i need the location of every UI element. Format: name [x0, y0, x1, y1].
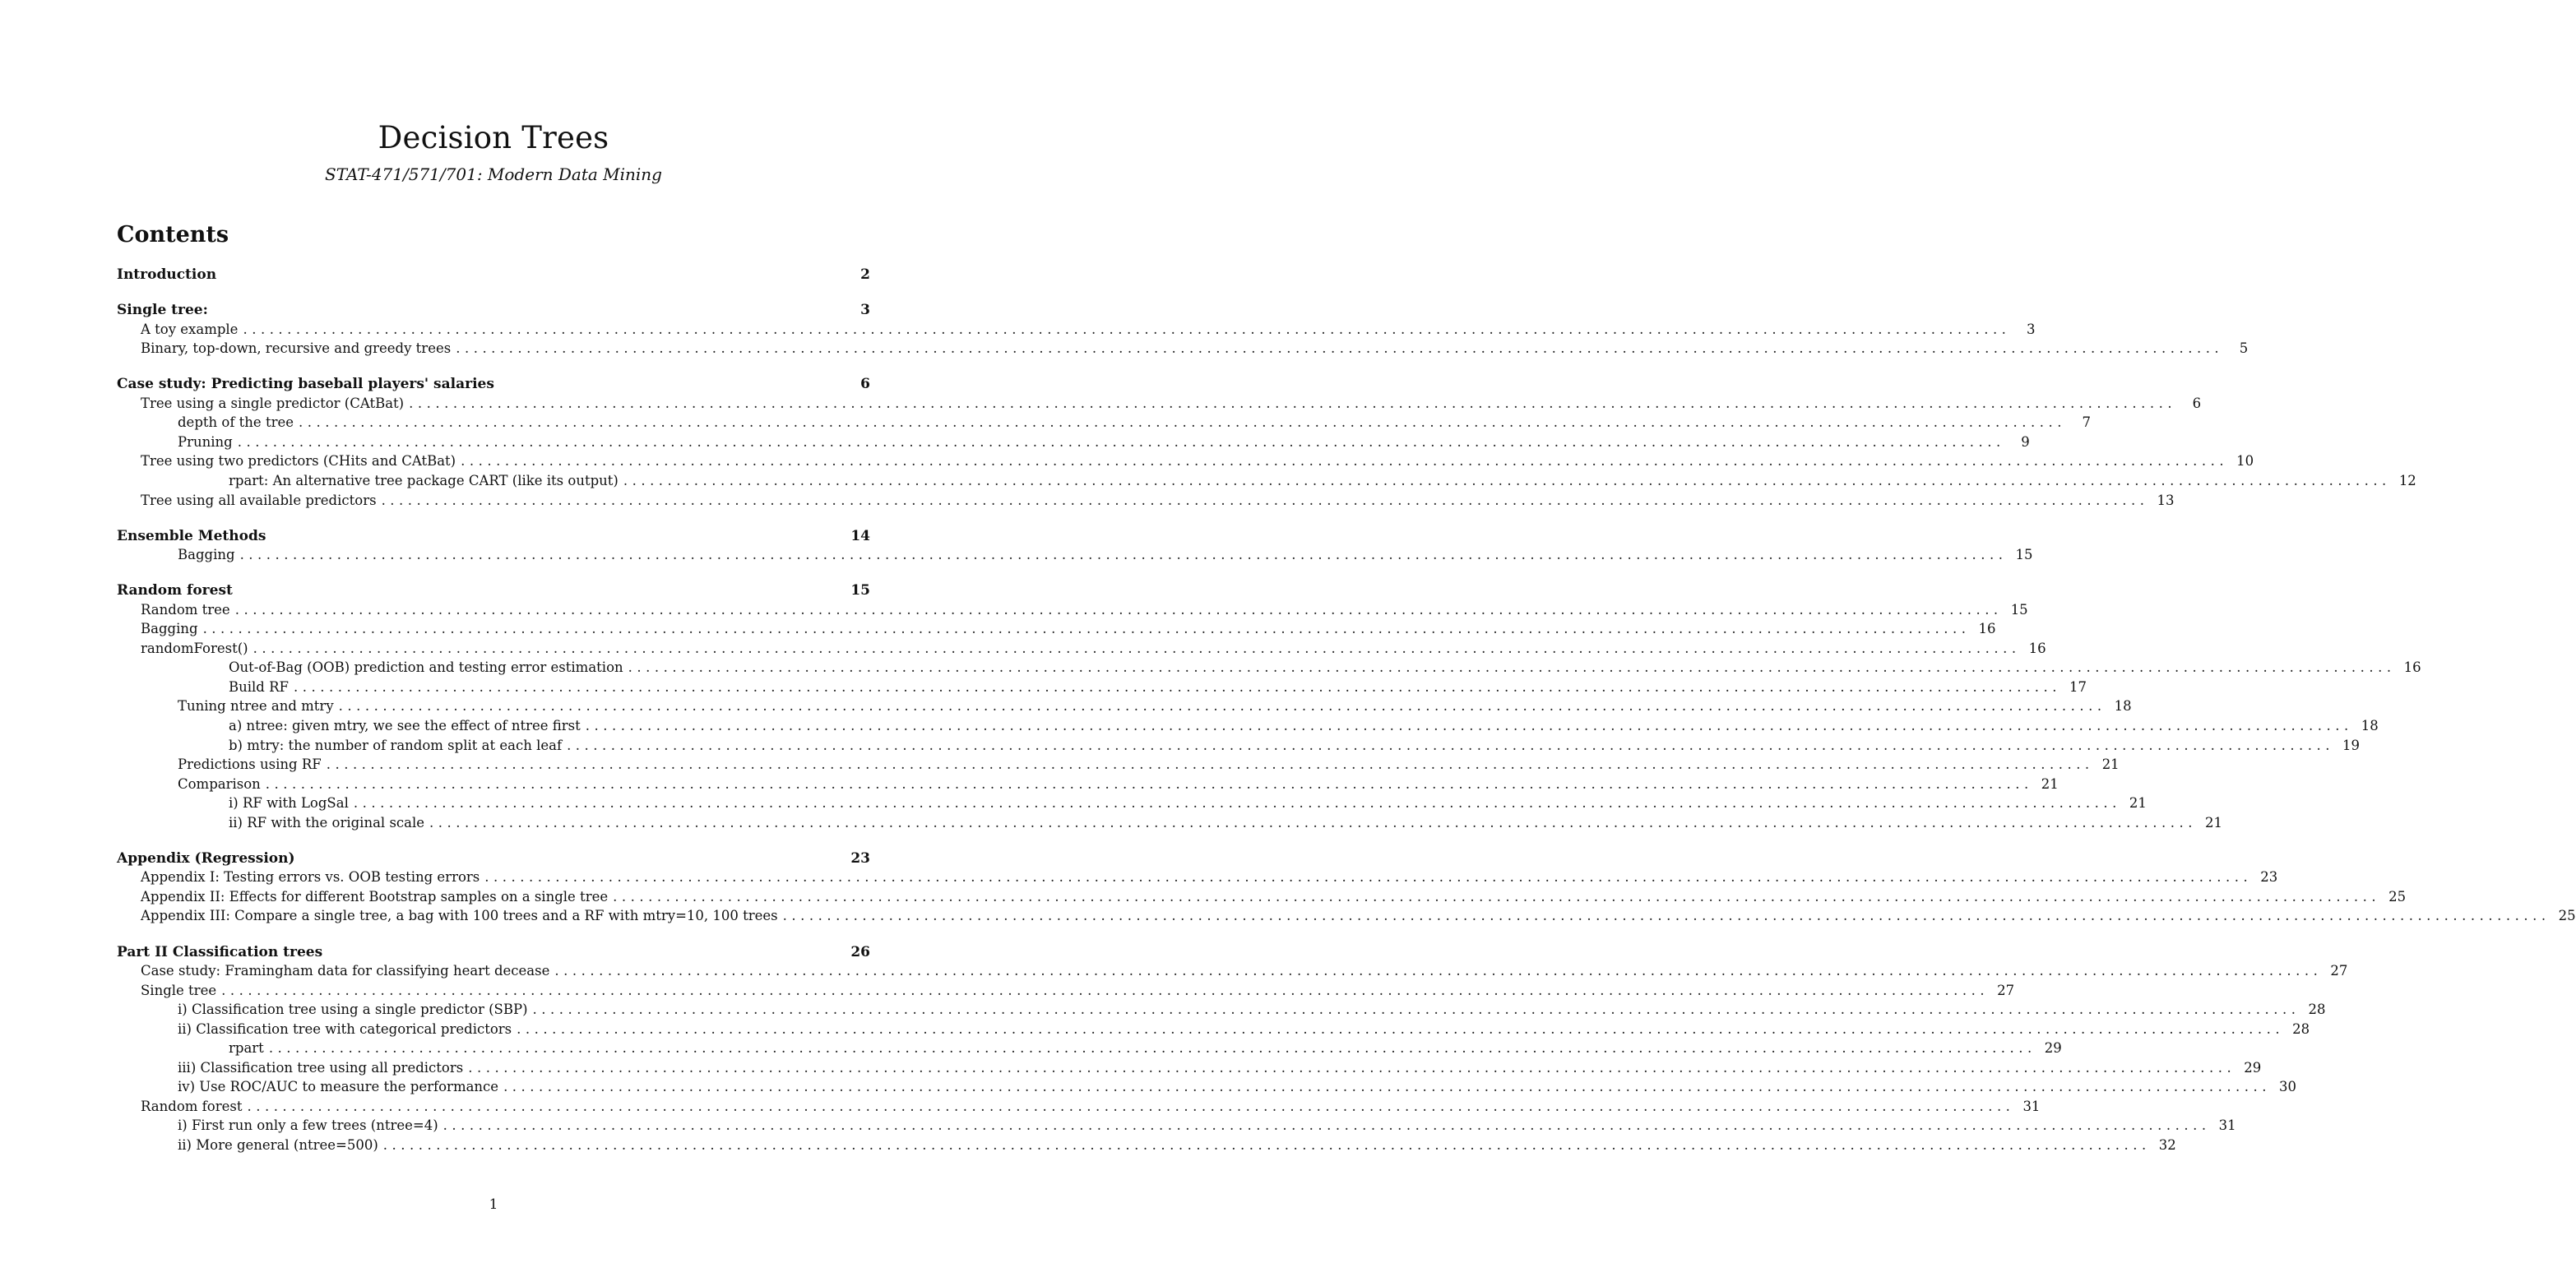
toc-entry-title: Bagging: [141, 621, 198, 637]
toc-entry[interactable]: [141, 491, 2175, 511]
toc-entry-page: 28: [2292, 1020, 2310, 1037]
toc-entry[interactable]: [141, 619, 1996, 639]
toc-leader-dots: ........................................................................................................................................................................................................: [243, 321, 2011, 337]
toc-entry-title: ii) RF with the original scale: [229, 814, 425, 831]
toc-section[interactable]: [117, 374, 870, 394]
toc-leader-dots: ........................................................................................................................................................................................................: [247, 1098, 2015, 1114]
toc-entry-title: Bagging: [178, 547, 235, 563]
toc-entry-title: Random forest: [117, 582, 233, 599]
toc-leader-dots: ........................................................................................................................................................................................................: [221, 982, 1990, 998]
toc-entry-title: Ensemble Methods: [117, 527, 266, 544]
toc-entry[interactable]: [229, 1039, 2062, 1058]
toc-entry-title: Introduction: [117, 266, 217, 283]
toc-entry-page: 30: [2279, 1079, 2297, 1095]
toc-entry-title: Single tree: [141, 982, 217, 998]
toc-entry-title: Tree using all available predictors: [141, 492, 377, 508]
toc-section[interactable]: [117, 849, 870, 868]
toc-leader-dots: ........................................................................................................................................................................................................: [468, 1059, 2236, 1076]
toc-entry-title: Appendix III: Compare a single tree, a bag with 100 trees and a RF with mtry=10, 100 trees: [141, 908, 778, 924]
toc-leader-dots: ........................................................................................................................................................................................................: [382, 1137, 2151, 1153]
toc-entry-title: Appendix II: Effects for different Bootstrap samples on a single tree: [141, 888, 609, 905]
toc-entry-title: Binary, top-down, recursive and greedy trees: [141, 340, 452, 357]
toc-entry[interactable]: [178, 696, 2132, 716]
toc-entry[interactable]: [178, 755, 2120, 775]
document-title: Decision Trees: [378, 120, 609, 155]
toc-leader-dots: ........................................................................................................................................................................................................: [484, 869, 2253, 886]
toc-entry[interactable]: [141, 451, 2254, 471]
page-number: 1: [489, 1196, 498, 1213]
toc-leader-dots: ........................................................................................................................................................................................................: [202, 621, 1971, 637]
toc-entry-page: 28: [2308, 1002, 2326, 1018]
toc-entry-page: 31: [2022, 1098, 2041, 1114]
toc-entry-page: 21: [2041, 775, 2059, 792]
toc-leader-dots: ........................................................................................................................................................................................................: [268, 1040, 2036, 1057]
toc-entry-title: Part II Classification trees: [117, 943, 323, 960]
toc-entry-title: Tuning ntree and mtry: [178, 698, 334, 715]
document-subtitle: STAT-471/571/701: Modern Data Mining: [325, 164, 662, 184]
toc-entry[interactable]: [178, 545, 2033, 565]
toc-leader-dots: ........................................................................................................................................................................................................: [532, 1002, 2300, 1018]
toc-entry[interactable]: [178, 1136, 2176, 1155]
toc-leader-dots: ........................................................................................................................................................................................................: [628, 659, 2396, 676]
toc-entry-page: 27: [2330, 963, 2348, 979]
toc-leader-dots: ........................................................................................................................................................................................................: [381, 492, 2149, 508]
toc-entry-page: 29: [2244, 1059, 2262, 1076]
toc-leader-dots: ........................................................................................................................................................................................................: [503, 1079, 2272, 1095]
toc-entry-page: 7: [2082, 414, 2091, 431]
toc-entry[interactable]: [178, 1116, 2236, 1136]
toc-entry-page: 6: [2192, 395, 2202, 411]
toc-entry-page: 15: [2010, 601, 2028, 618]
toc-leader-dots: ........................................................................................................................................................................................................: [338, 698, 2106, 715]
toc-entry[interactable]: [229, 658, 2421, 678]
toc-entry[interactable]: [141, 961, 2348, 981]
toc-entry-title: ii) Classification tree with categorical predictors: [178, 1020, 512, 1037]
toc-entry-page: 23: [2260, 869, 2278, 886]
toc-entry-page: 15: [2015, 547, 2033, 563]
toc-leader-dots: ........................................................................................................................................................................................................: [299, 414, 2066, 431]
toc-entry-title: Out-of-Bag (OOB) prediction and testing error estimation: [229, 659, 623, 676]
toc-leader-dots: ........................................................................................................................................................................................................: [442, 1117, 2211, 1134]
toc-leader-dots: ........................................................................................................................................................................................................: [429, 814, 2198, 831]
toc-leader-dots: ........................................................................................................................................................................................................: [234, 601, 2003, 618]
toc-entry-title: randomForest(): [141, 640, 248, 656]
toc-leader-dots: ........................................................................................................................................................................................................: [353, 795, 2121, 812]
toc-leader-dots: ........................................................................................................................................................................................................: [517, 1020, 2285, 1037]
toc-entry-title: rpart: An alternative tree package CART (like its output): [229, 472, 619, 488]
toc-entry[interactable]: [229, 716, 2379, 736]
toc-entry[interactable]: [141, 981, 2015, 1001]
toc-entry-page: 32: [2158, 1137, 2176, 1153]
toc-entry-page: 21: [2129, 795, 2147, 812]
toc-entry[interactable]: [141, 394, 2202, 414]
toc-entry-title: Random tree: [141, 601, 230, 618]
toc-section[interactable]: [117, 526, 870, 546]
toc-entry-page: 6: [860, 376, 870, 393]
toc-entry-title: ii) More general (ntree=500): [178, 1137, 378, 1153]
toc-entry[interactable]: [141, 868, 2278, 887]
toc-entry-title: a) ntree: given mtry, we see the effect of ntree first: [229, 718, 581, 733]
toc-entry-title: i) RF with LogSal: [229, 795, 349, 812]
toc-leader-dots: ........................................................................................................................................................................................................: [326, 756, 2094, 773]
toc-entry-page: 18: [2361, 718, 2379, 733]
toc-leader-dots: ........................................................................................................................................................................................................: [265, 775, 2033, 792]
toc-entry[interactable]: [178, 1020, 2310, 1039]
toc-entry-title: A toy example: [141, 321, 239, 337]
toc-leader-dots: ........................................................................................................................................................................................................: [237, 433, 2005, 450]
toc-entry-page: 2: [860, 266, 870, 283]
toc-leader-dots: ........................................................................................................................................................................................................: [294, 678, 2061, 695]
toc-entry-page: 25: [2558, 908, 2576, 924]
toc-section[interactable]: [117, 300, 870, 320]
toc-entry-page: 26: [850, 943, 870, 960]
toc-entry-title: Tree using two predictors (CHits and CAtBat): [141, 453, 456, 470]
toc-entry[interactable]: [141, 339, 2249, 359]
toc-entry-title: iii) Classification tree using all predictors: [178, 1059, 464, 1076]
toc-leader-dots: ........................................................................................................................................................................................................: [567, 737, 2335, 753]
toc-entry-page: 3: [860, 302, 870, 319]
toc-entry-page: 13: [2157, 492, 2175, 508]
toc-entry-page: 3: [2026, 321, 2036, 337]
toc-section[interactable]: [117, 942, 870, 962]
toc-entry[interactable]: [178, 433, 2030, 452]
toc-entry[interactable]: [229, 793, 2147, 813]
toc-entry-title: b) mtry: the number of random split at each leaf: [229, 737, 563, 753]
toc-entry-title: Build RF: [229, 678, 289, 695]
toc-section[interactable]: [117, 265, 870, 285]
toc-entry-page: 12: [2398, 472, 2416, 488]
toc-leader-dots: ........................................................................................................................................................................................................: [253, 640, 2021, 656]
toc-entry-page: 31: [2218, 1117, 2236, 1134]
toc-entry[interactable]: [141, 887, 2407, 907]
toc-leader-dots: ........................................................................................................................................................................................................: [554, 963, 2323, 979]
toc-entry-page: 16: [2028, 640, 2046, 656]
toc-entry-title: depth of the tree: [178, 414, 294, 431]
toc-entry-page: 25: [2388, 888, 2407, 905]
toc-entry-title: Case study: Predicting baseball players' salaries: [117, 376, 494, 393]
toc-leader-dots: ........................................................................................................................................................................................................: [613, 888, 2381, 905]
toc-entry[interactable]: [178, 1058, 2262, 1078]
toc-entry[interactable]: [229, 678, 2087, 697]
toc-entry-page: 17: [2069, 678, 2087, 695]
toc-entry-title: i) First run only a few trees (ntree=4): [178, 1117, 438, 1134]
toc-entry[interactable]: [229, 471, 2416, 491]
toc-entry[interactable]: [178, 775, 2059, 794]
toc-leader-dots: ........................................................................................................................................................................................................: [456, 340, 2224, 357]
toc-entry-page: 21: [2205, 814, 2223, 831]
toc-entry-page: 27: [1997, 982, 2015, 998]
toc-leader-dots: ........................................................................................................................................................................................................: [782, 908, 2551, 924]
toc-entry-page: 21: [2101, 756, 2120, 773]
toc-leader-dots: ........................................................................................................................................................................................................: [409, 395, 2177, 411]
toc-entry-page: 23: [850, 849, 870, 867]
toc-entry[interactable]: [141, 639, 2046, 659]
toc-leader-dots: ........................................................................................................................................................................................................: [461, 453, 2229, 470]
toc-entry[interactable]: [141, 906, 2576, 926]
toc-entry-title: iv) Use ROC/AUC to measure the performance: [178, 1079, 499, 1095]
toc-entry-title: i) Classification tree using a single predictor (SBP): [178, 1002, 528, 1018]
toc-leader-dots: ........................................................................................................................................................................................................: [239, 547, 2008, 563]
toc-leader-dots: ........................................................................................................................................................................................................: [585, 718, 2353, 733]
toc-entry-title: Predictions using RF: [178, 756, 322, 773]
toc-entry-page: 15: [850, 582, 870, 599]
toc-entry-page: 5: [2239, 340, 2249, 357]
toc-entry[interactable]: [178, 413, 2091, 433]
toc-entry-title: Pruning: [178, 433, 233, 450]
toc-entry-page: 14: [850, 527, 870, 544]
toc-entry-page: 9: [2021, 433, 2030, 450]
contents-heading: Contents: [117, 222, 229, 248]
toc-entry-page: 16: [1978, 621, 1996, 637]
toc-entry-page: 16: [2403, 659, 2421, 676]
toc-entry-title: Random forest: [141, 1098, 243, 1114]
toc-entry-title: Case study: Framingham data for classifying heart decease: [141, 963, 550, 979]
toc-entry[interactable]: [141, 320, 2036, 340]
toc-entry-title: Comparison: [178, 775, 261, 792]
toc-leader-dots: ........................................................................................................................................................................................................: [623, 472, 2391, 488]
toc-entry[interactable]: [229, 736, 2361, 756]
toc-entry[interactable]: [178, 1077, 2297, 1097]
toc-entry[interactable]: [141, 600, 2028, 620]
toc-entry-title: Appendix (Regression): [117, 849, 295, 867]
toc-entry[interactable]: [178, 1000, 2326, 1020]
toc-entry-title: Tree using a single predictor (CAtBat): [141, 395, 405, 411]
toc-entry-title: Single tree:: [117, 302, 208, 319]
toc-entry-page: 29: [2044, 1040, 2062, 1057]
toc-entry-page: 18: [2114, 698, 2132, 715]
toc-section[interactable]: [117, 581, 870, 600]
toc-entry-page: 10: [2236, 453, 2254, 470]
toc-entry[interactable]: [141, 1097, 2041, 1117]
toc-entry-title: rpart: [229, 1040, 264, 1057]
toc-entry-page: 19: [2342, 737, 2361, 753]
toc-entry-title: Appendix I: Testing errors vs. OOB testing errors: [141, 869, 480, 886]
toc-entry[interactable]: [229, 813, 2223, 833]
